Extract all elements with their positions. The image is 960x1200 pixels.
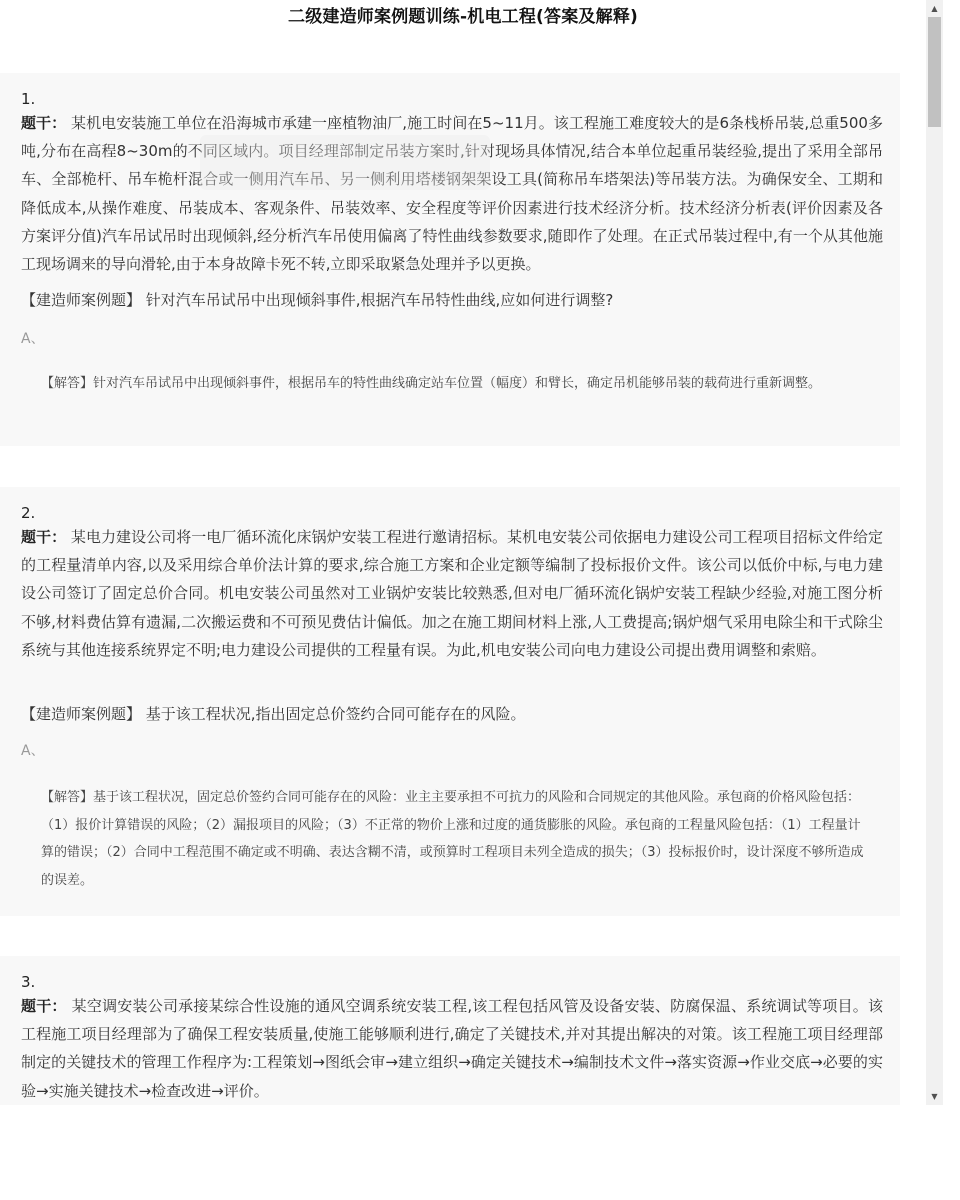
question-number: 3. (21, 973, 36, 991)
stem-label: 题干： (21, 528, 67, 546)
stem-label: 题干： (21, 997, 67, 1015)
scrollbar-thumb[interactable] (928, 17, 941, 127)
vertical-scrollbar[interactable] (926, 0, 943, 1105)
question-tag: 【建造师案例题】 (21, 291, 142, 309)
scroll-down-arrow-icon[interactable]: ▼ (931, 1092, 938, 1101)
question-number: 1. (21, 90, 36, 108)
stem-text: 某机电安装施工单位在沿海城市承建一座植物油厂,施工时间在5~11月。该工程施工难度较大的是6条栈桥吊装,总重500多吨,分布在高程8~30m的不同区域内。项目经理部制定吊装方案时,针对现场具体情况,结合本单位起重吊装经验,提出了采用全部吊车、全部桅杆、吊车桅杆混合或一侧用汽车吊、另一侧利用塔楼钢架架设工具(简称吊车塔架法)等吊装方法。为确保安全、工期和降低成本,从操作难度、吊装成本、客观条件、吊装效率、安全程度等评价因素进行技术经济分析。技术经济分析表(评价因素及各方案评分值)汽车吊试吊时出现倾斜,经分析汽车吊使用偏离了特性曲线参数要求,随即作了处理。在正式吊装过程中,有一个从其他施工现场调来的导向滑轮,由于本身故障卡死不转,立即采取紧急处理并予以更换。 (21, 114, 883, 274)
case-question (21, 702, 883, 726)
answer-explanation: 【解答】针对汽车吊试吊中出现倾斜事件，根据吊车的特性曲线确定站车位置（幅度）和臂长，确定吊机能够吊装的载荷进行重新调整。 (41, 376, 822, 391)
answer-explanation: 【解答】基于该工程状况，固定总价签约合同可能存在的风险：业主主要承担不可抗力的风险和合同规定的其他风险。承包商的价格风险包括：（1）报价计算错误的风险；（2）漏报项目的风险；（3）不正常的物价上涨和过度的通货膨胀的风险。承包商的工程量风险包括：（1）工程量计算的错误；（2）合同中工程范围不确定或不明确、表达含糊不清，或预算时工程项目未列全造成的损失；（3）投标报价时，设计深度不够所造成的误差。 (41, 790, 864, 888)
question-card (0, 956, 900, 1105)
question-stem (21, 992, 883, 1105)
question-tag: 【建造师案例题】 (21, 705, 142, 723)
question-number: 2. (21, 504, 36, 522)
question-stem (21, 523, 883, 664)
stem-text: 某空调安装公司承接某综合性设施的通风空调系统安装工程,该工程包括风管及设备安装、防腐保温、系统调试等项目。该工程施工项目经理部为了确保工程安装质量,使施工能够顺利进行,确定了关键技术,并对其提出解决的对策。该工程施工项目经理部制定的关键技术的管理工作程序为:工程策划→图纸会审→建立组织→确定关键技术→编制技术文件→落实资源→作业交底→必要的实验→实施关键技术→检查改进→评价。 (21, 997, 883, 1100)
question-card (0, 487, 900, 916)
watermark (200, 135, 490, 190)
answer-option[interactable]: A、 (21, 743, 45, 759)
scroll-up-arrow-icon[interactable]: ▲ (931, 4, 938, 13)
case-question (21, 288, 883, 312)
page-title: 二级建造师案例题训练-机电工程(答案及解释) (288, 7, 638, 27)
answer-option[interactable]: A、 (21, 331, 45, 347)
question-card (0, 73, 900, 446)
stem-label: 题干： (21, 114, 67, 132)
question-text: 基于该工程状况,指出固定总价签约合同可能存在的风险。 (141, 705, 526, 723)
question-text: 针对汽车吊试吊中出现倾斜事件,根据汽车吊特性曲线,应如何进行调整? (141, 291, 614, 309)
stem-text: 某电力建设公司将一电厂循环流化床锅炉安装工程进行邀请招标。某机电安装公司依据电力建设公司工程项目招标文件给定的工程量清单内容,以及采用综合单价法计算的要求,综合施工方案和企业定额等编制了投标报价文件。该公司以低价中标,与电力建设公司签订了固定总价合同。机电安装公司虽然对工业锅炉安装比较熟悉,但对电厂循环流化锅炉安装工程缺少经验,对施工图分析不够,材料费估算有遗漏,二次搬运费和不可预见费估计偏低。加之在施工期间材料上涨,人工费提高;锅炉烟气采用电除尘和干式除尘系统与其他连接系统界定不明;电力建设公司提供的工程量有误。为此,机电安装公司向电力建设公司提出费用调整和索赔。 (21, 528, 883, 659)
